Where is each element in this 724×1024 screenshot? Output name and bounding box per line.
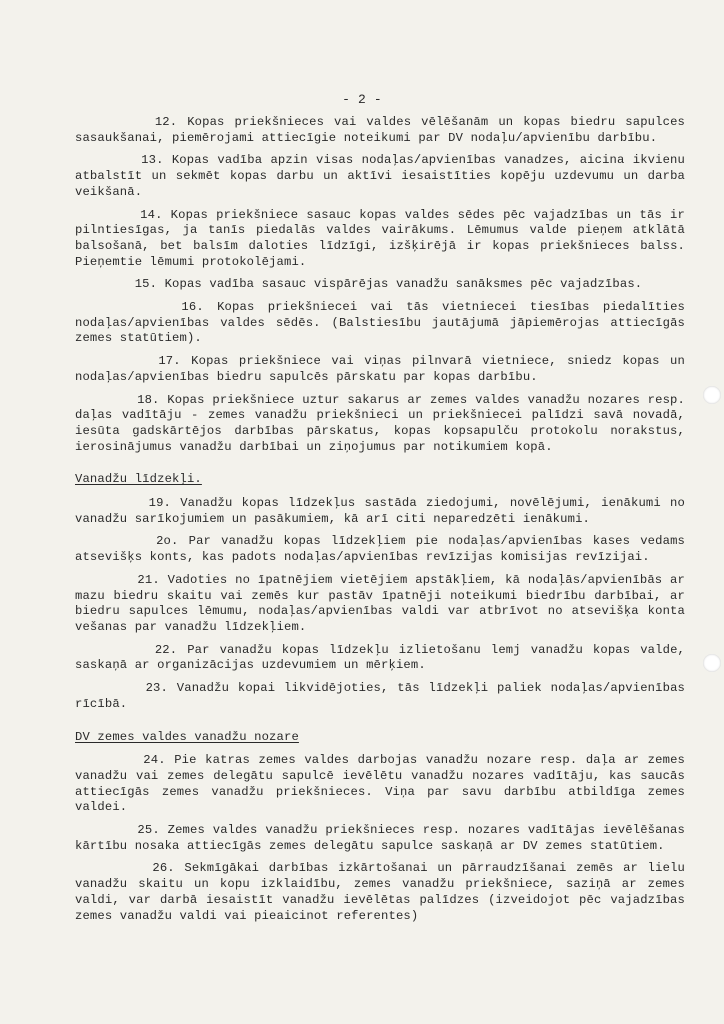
paragraph-25: 25. Zemes valdes vanadžu priekšnieces resp. nozares vadītājas ievēlēšanas kārtību nosaka attiecīgās zemes delegātu sapulce saskaņā ar DV zemes statūtiem. [75,823,693,853]
paragraph-26: 26. Sekmīgākai darbības izkārtošanai un pārraudzīšanai zemēs ar lielu vanadžu skaitu un kopu izklaidību, zemes vanadžu priekšniece, saziņā ar zemes valdi, var darbā iesaistīt vanadžu ievēlētas palīdzes (izveidojot pēc vajadzības zemes vanadžu valdi vai pieaicinot referentes) [75,861,693,923]
paragraph-14: 14. Kopas priekšniece sasauc kopas valdes sēdes pēc vajadzības un tās ir pilntiesīgas, ja tanīs piedalās valdes vairākums. Lēmumus valde pieņem atklātā balsošanā, bet balsīm daloties līdzīgi, izšķirējā ir kopas priekšnieces balss. Pieņemtie lēmumi protokolējami. [75,207,693,269]
paragraph-23: 23. Vanadžu kopai likvidējoties, tās līdzekļi paliek nodaļas/apvienības rīcībā. [75,681,693,711]
page-number: - 2 - [342,92,382,107]
section-heading-branch: DV zemes valdes vanadžu nozare [75,729,299,744]
paragraph-22: 22. Par vanadžu kopas līdzekļu izlietošanu lemj vanadžu kopas valde, saskaņā ar organizācijas uzdevumiem un mērķiem. [75,642,693,673]
paragraph-15: 15. Kopas vadība sasauc vispārējas vanadžu sanāksmes pēc vajadzības. [75,277,643,292]
paragraph-17: 17. Kopas priekšniece vai viņas pilnvarā vietniece, sniedz kopas un nodaļas/apvienības biedru sapulcēs pārskatu par kopas darbību. [75,354,693,384]
paragraph-24: 24. Pie katras zemes valdes darbojas vanadžu nozare resp. daļa ar zemes vanadžu vai zemes delegātu sapulcē ievēlētu vanadžu nozares vadītāju, kas saucās attiecīgās zemes vanadžu priekšnieces. Viņa par savu darbību atbildīga zemes valdei. [75,753,693,815]
punch-hole [703,654,721,672]
punch-hole [703,386,721,404]
paragraph-12: 12. Kopas priekšnieces vai valdes vēlēšanām un kopas biedru sapulces sasaukšanai, piemērojami attiecīgie noteikumi par DV nodaļu/apvienību darbību. [75,115,693,145]
paragraph-21: 21. Vadoties no īpatnējiem vietējiem apstākļiem, kā nodaļās/apvienībās ar mazu biedru skaitu vai zemēs kur pastāv īpatnēji noteikumi biedrību darbībai, ar biedru sapulces lēmumu, nodaļas/apvienības valdi var atbrīvot no atsevišķa konta vešanas par vanadžu līdzekļiem. [75,572,693,634]
paragraph-20: 2o. Par vanadžu kopas līdzekļiem pie nodaļas/apvienības kases vedams atsevišķs konts, kas padots nodaļas/apvienības revīzijas komisijas revīzijai. [75,534,693,565]
paragraph-19: 19. Vanadžu kopas līdzekļus sastāda ziedojumi, novēlējumi, ienākumi no vanadžu sarīkojumiem un pasākumiem, kā arī citi neparedzēti ienākumi. [75,496,693,526]
document-body [75,115,693,931]
paragraph-18: 18. Kopas priekšniece uztur sakarus ar zemes valdes vanadžu nozares resp. daļas vadītāju - zemes vanadžu priekšnieci un priekšniecei palīdzi savā novadā, iesūta gadskārtējos darbības pārskatus, kopas kopsapulču protokolu norakstus, ierosinājumus vanadžu darbībai un ziņojumus par notikumiem kopā. [75,392,693,454]
section-heading-funds: Vanadžu līdzekļi. [75,472,202,487]
paragraph-13: 13. Kopas vadība apzin visas nodaļas/apvienības vanadzes, aicina ikvienu atbalstīt un sekmēt kopas darbu un aktīvi iesaistīties kopēju uzdevumu un darba veikšanā. [75,153,693,199]
paragraph-16: 16. Kopas priekšniecei vai tās vietniecei tiesības piedalīties nodaļas/apvienības valdes sēdēs. (Balstiesību jautājumā jāpiemērojas attiecīgās zemes statūtiem). [75,300,693,346]
